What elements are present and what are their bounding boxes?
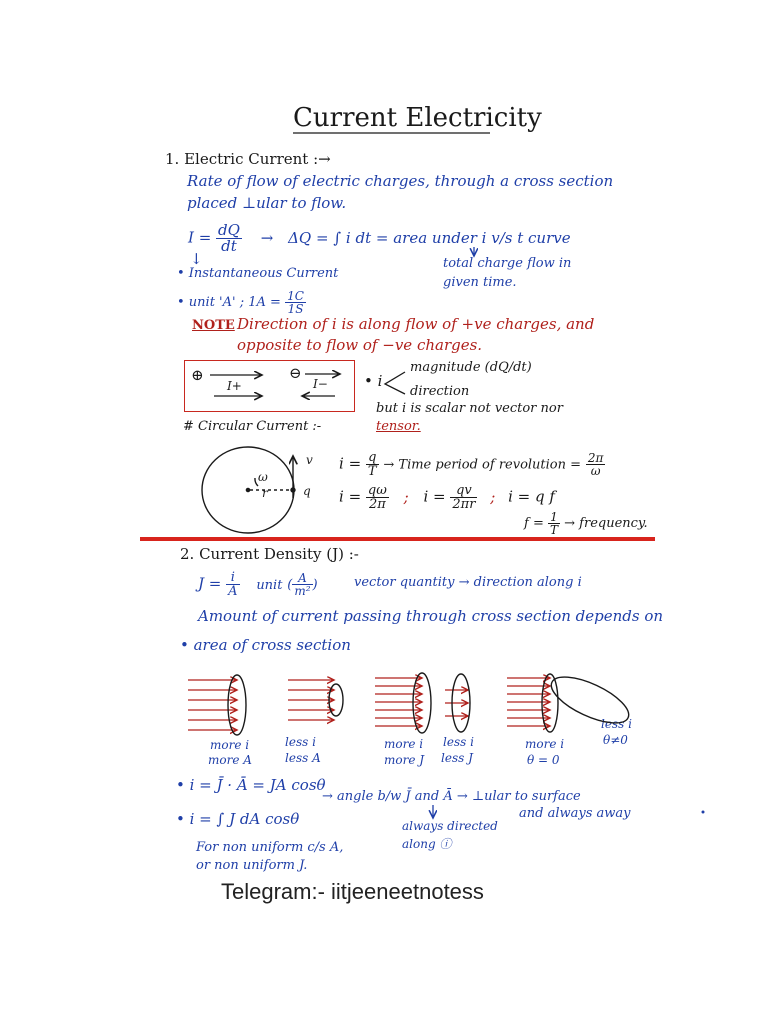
fig2-label-a: less i (285, 735, 316, 749)
circular-eq1 (339, 451, 605, 478)
charge-label: q (303, 484, 311, 498)
eq-rhs: ΔQ = ∫ i dt = area under i v/s t curve (288, 228, 571, 247)
figure-more-density (375, 673, 431, 733)
freq-lhs: f = (524, 516, 544, 531)
unit-text: • unit 'A' ; 1A = (177, 295, 281, 310)
dq-dt-fraction: $\frac{dQ}{dt}$ (218, 221, 240, 255)
figure-less-density (445, 674, 470, 732)
frequency-line (524, 511, 648, 536)
fig4-label-a: less i (443, 735, 474, 749)
unit-fraction: $\frac{1C}{1S}$ (287, 289, 304, 316)
definition-line2: placed ⊥ular to flow. (187, 194, 347, 212)
stray-dot (702, 811, 705, 814)
definition-line1: Rate of flow of electric charges, through a cross section (187, 172, 614, 190)
fig5-label-a: more i (525, 737, 565, 751)
positive-charge-icon: ⊕ (191, 366, 204, 384)
vector-quantity-text: vector quantity → direction along i (354, 575, 582, 590)
amount-text: Amount of current passing through cross section depends on (198, 607, 664, 625)
unit-line (177, 290, 306, 315)
i-plus-label: I+ (227, 379, 242, 393)
integral-equation: • i = ∫ J dA cosθ (176, 810, 300, 828)
section2-heading: 2. Current Density (J) :- (180, 545, 359, 563)
fig6-label-a: less i (601, 717, 632, 731)
instantaneous-current: • Instantaneous Current (177, 266, 339, 281)
eq1-fraction: $\frac{q}{T}$ (367, 450, 377, 479)
i-minus-label: I− (313, 377, 328, 391)
scalar-line: but i is scalar not vector nor (376, 401, 563, 416)
area-bullet: • area of cross section (180, 636, 351, 654)
negative-charge-icon: ⊖ (289, 364, 302, 382)
always-directed-line1: always directed (402, 819, 498, 833)
eq-arrow: → (260, 228, 274, 247)
always-directed-line2: along ⓘ (402, 837, 452, 851)
freq-rhs: → frequency. (564, 516, 648, 531)
eq2-lhs: i = (339, 487, 362, 506)
current-equation (188, 223, 571, 254)
down-arrow: ↓ (190, 250, 203, 268)
charge-flow-box (184, 360, 355, 412)
telegram-footer: Telegram:- iitjeeneetnotess (221, 879, 484, 904)
omega-label: ω (258, 470, 268, 484)
fig1-label-b: more A (208, 753, 252, 767)
circular-heading: # Circular Current :- (183, 419, 322, 434)
non-uniform-line1: For non uniform c/s A, (196, 840, 344, 855)
fig4-label-b: less J (441, 751, 473, 765)
eq-lhs: I = (188, 228, 212, 247)
total-charge-line1: total charge flow in (443, 256, 572, 271)
fig6-label-b: θ≠0 (603, 733, 628, 747)
brace-icon (385, 372, 405, 394)
angle-text: → angle b/w J̄ and Ā → ⊥ular to surface (322, 789, 581, 804)
figure-less-area (288, 680, 343, 720)
eq3-lhs: i = (423, 487, 446, 506)
fig3-label-b: more J (384, 753, 425, 767)
eq1-lhs: i = (339, 454, 362, 473)
eq1-rhs: → Time period of revolution = (383, 457, 582, 473)
section1-heading: 1. Electric Current :→ (165, 150, 331, 168)
non-uniform-line2: or non uniform J. (196, 858, 308, 873)
i-bullet: • i (364, 372, 383, 390)
sep2: ; (490, 487, 496, 506)
eq4: i = q f (508, 487, 555, 506)
current-density-equation: J = $\frac{i}{A}$ unit ( $\frac{A}{\text{m²}}$ ) (198, 570, 318, 599)
eq1-period-fraction: $\frac{2\pi}{\omega}$ (587, 451, 604, 478)
j-fraction: $\frac{i}{A}$ (228, 570, 238, 599)
freq-fraction: $\frac{1}{T}$ (549, 510, 558, 537)
circular-eq2 (339, 484, 555, 511)
fig3-label-a: more i (384, 737, 424, 751)
fig2-label-b: less A (285, 751, 321, 765)
circular-orbit-diagram (202, 447, 295, 533)
eq2-fraction: $\frac{q\omega}{2\pi}$ (367, 483, 387, 512)
sep1: ; (403, 487, 409, 506)
note-line2: opposite to flow of −ve charges. (237, 336, 483, 354)
note-label: NOTE (192, 318, 235, 333)
velocity-label: v (306, 453, 313, 467)
figure-more-area (188, 675, 246, 735)
page-title: Current Electricity (293, 103, 542, 133)
radius-label: r (262, 486, 268, 500)
direction-text: direction (410, 384, 470, 399)
tensor-text: tensor. (376, 419, 421, 434)
magnitude-text: magnitude (dQ/dt) (410, 360, 532, 375)
j-eq-lhs: J = (198, 574, 222, 593)
j-unit-label: unit (256, 577, 283, 593)
note-line1: Direction of i is along flow of +ve charges, and (237, 315, 595, 333)
total-charge-line2: given time. (443, 275, 517, 290)
dot-product-equation: • i = J̄ · Ā = JA cosθ (176, 776, 326, 794)
fig5-label-b: θ = 0 (527, 753, 560, 767)
eq3-fraction: $\frac{qv}{2\pi r}$ (452, 483, 476, 512)
always-away-text: and always away (519, 806, 631, 821)
j-unit-fraction: $\frac{A}{\text{m²}}$ (294, 571, 311, 598)
fig1-label-a: more i (210, 738, 250, 752)
